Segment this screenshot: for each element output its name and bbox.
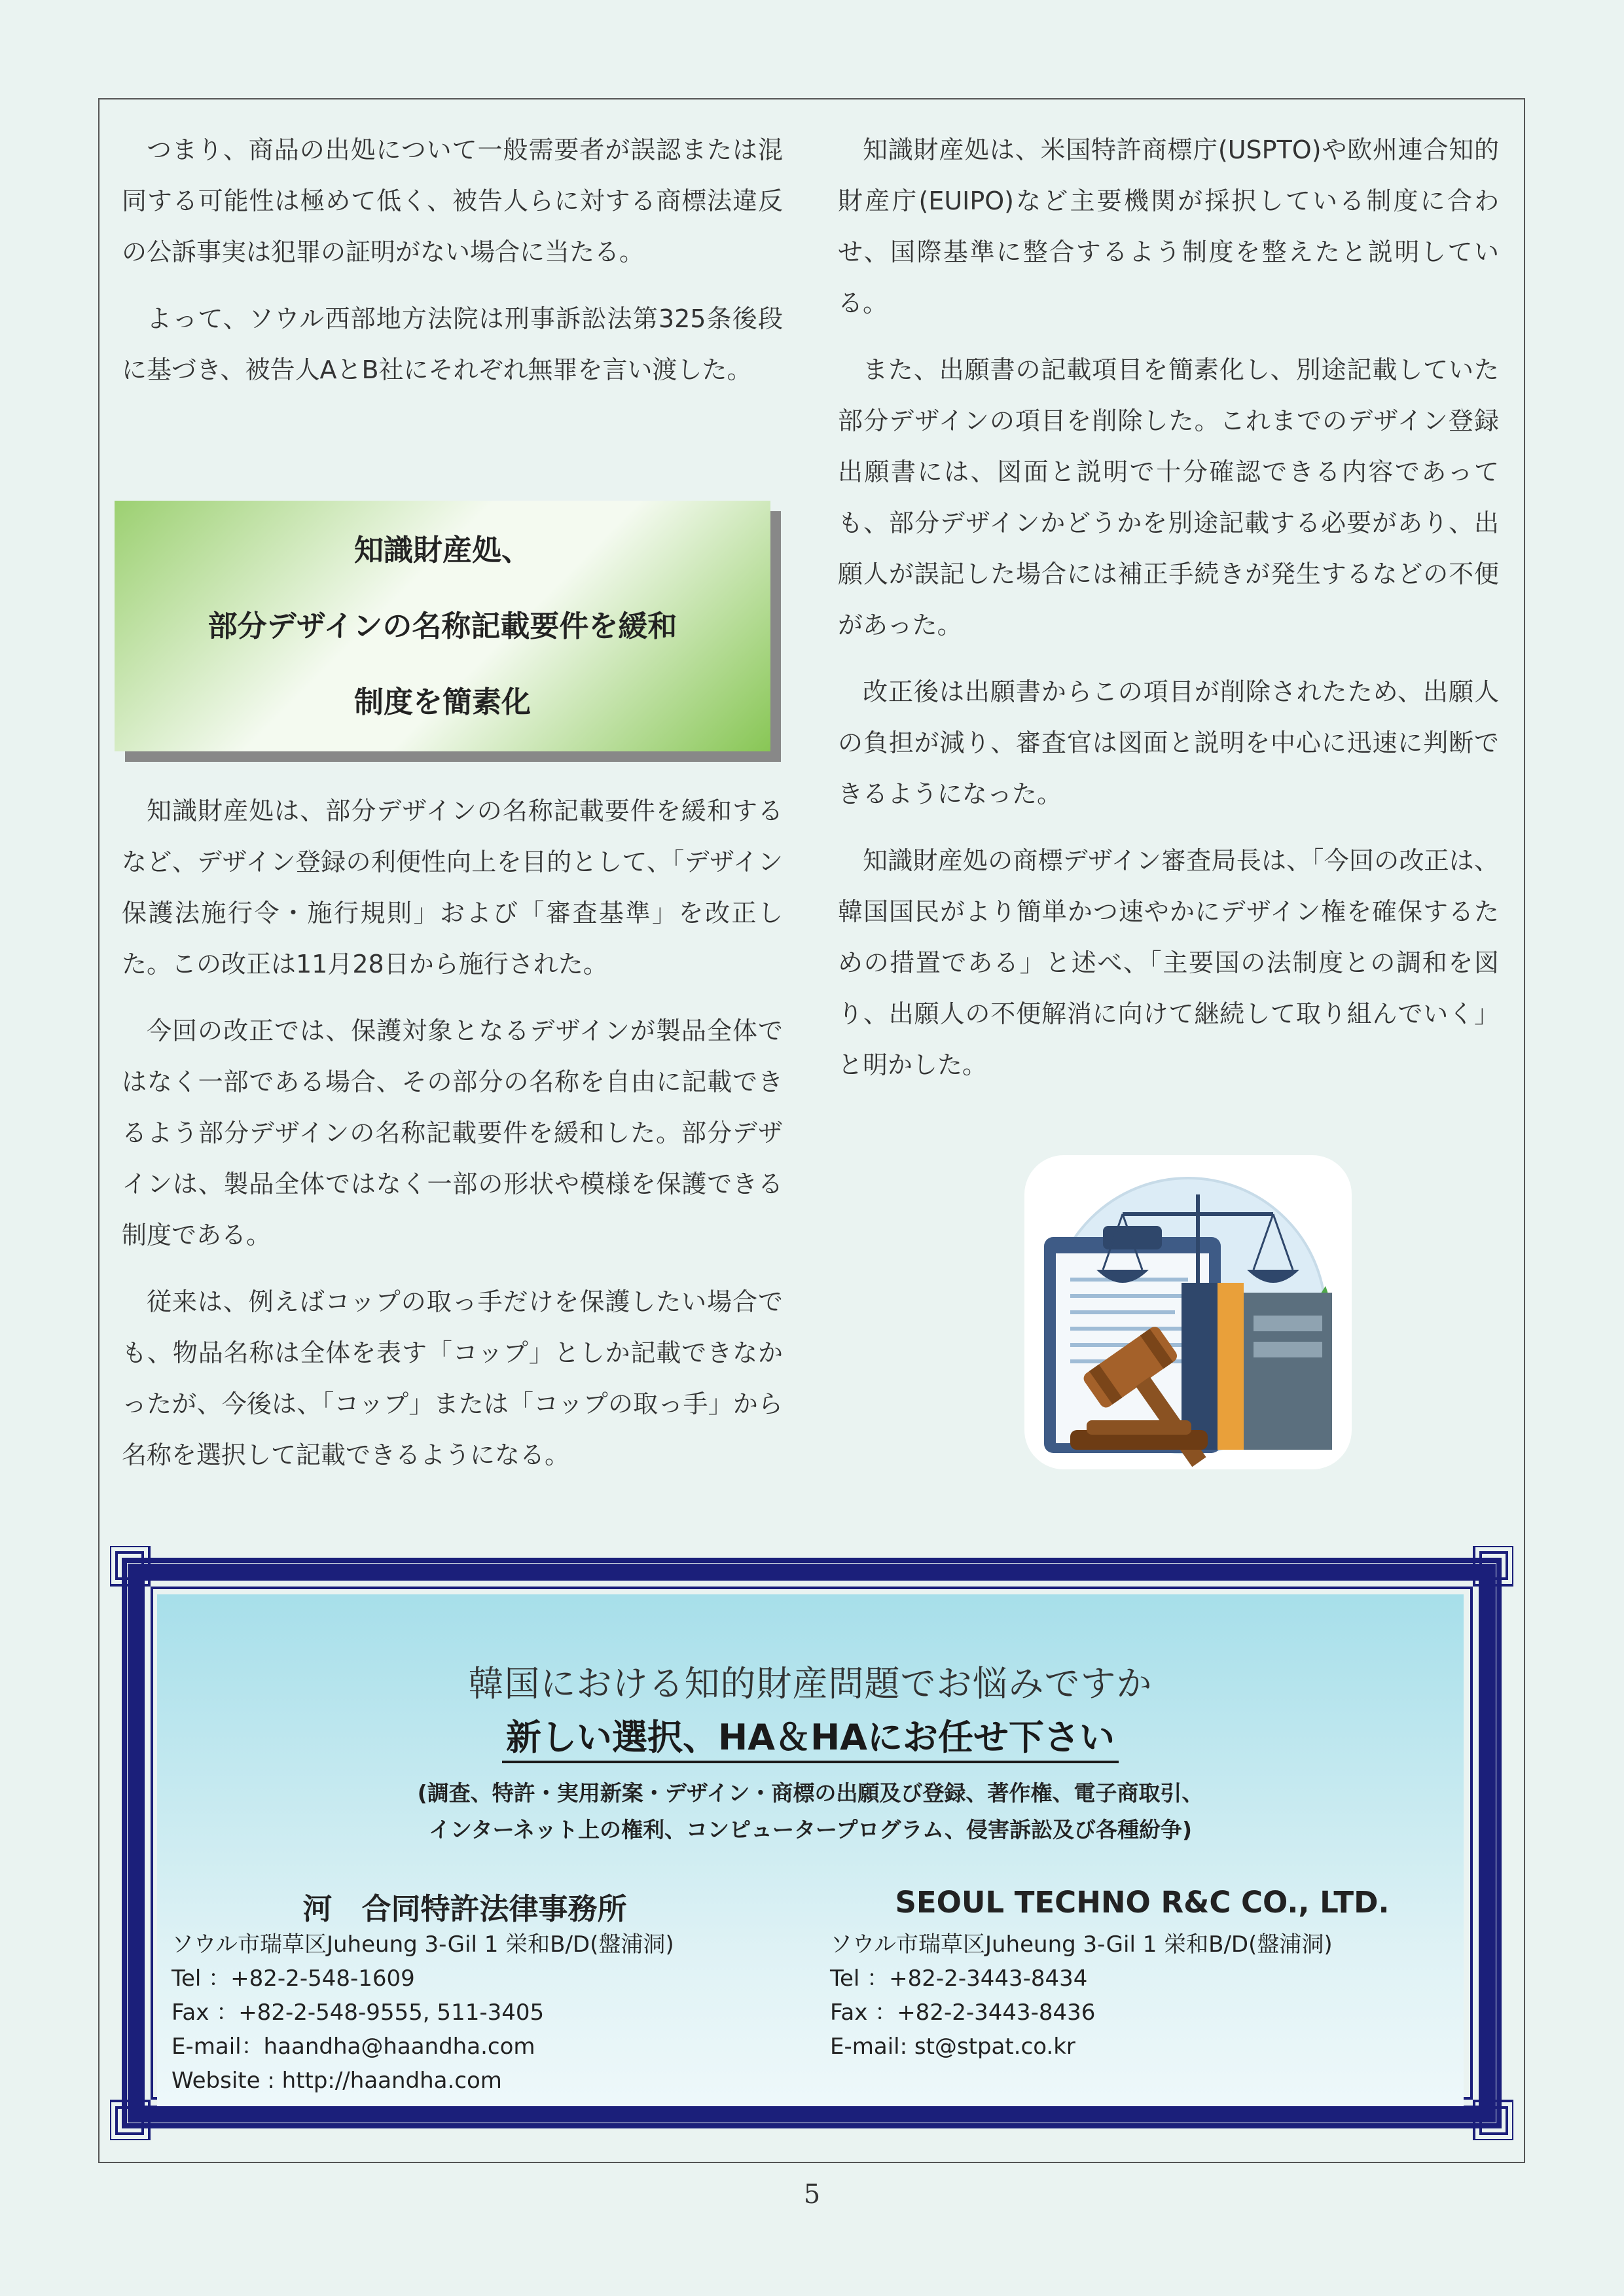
ad-title: 韓国における知的財産問題でお悩みですか xyxy=(468,1663,1153,1704)
firm-1-email: E-mail：haandha@haandha.com xyxy=(171,2034,535,2060)
ad-services xyxy=(157,1775,1464,1848)
headline-line-3: 制度を簡素化 xyxy=(353,684,531,719)
headline-line-2: 部分デザインの名称記載要件を緩和 xyxy=(208,608,677,643)
firm-1-tel: Tel ：+82-2-548-1609 xyxy=(171,1965,415,1992)
left-column-top xyxy=(122,124,783,411)
ad-services-line-2: インターネット上の権利、コンピュータープログラム、侵害訴訟及び各種紛争) xyxy=(428,1817,1193,1842)
firm-2-tel: Tel ：+82-2-3443-8434 xyxy=(830,1965,1088,1992)
paragraph: つまり、商品の出処について一般需要者が誤認または混同する可能性は極めて低く、被告人らに対する商標法違反の公訴事実は犯罪の証明がない場合に当たる。 xyxy=(122,135,783,266)
firm-2-contact xyxy=(830,1928,1452,2064)
firm-2-address: ソウル市瑞草区Juheung 3-Gil 1 栄和B/D(盤浦洞) xyxy=(830,1931,1333,1958)
ad-services-line-1: (調査、特許・実用新案・デザイン・商標の出願及び登録、著作権、電子商取引、 xyxy=(417,1780,1204,1806)
paragraph: よって、ソウル西部地方法院は刑事訴訟法第325条後段に基づき、被告人AとB社にそれぞれ無罪を言い渡した。 xyxy=(122,304,783,384)
paragraph: 知識財産処は、部分デザインの名称記載要件を緩和するなど、デザイン登録の利便性向上を目的として、「デザイン保護法施行令・施行規則」および「審査基準」を改正した。この改正は11月28日から施行された。 xyxy=(122,797,783,978)
firm-2-name: SEOUL TECHNO R&C CO., LTD. xyxy=(895,1885,1390,1920)
firm-2-fax: Fax ：+82-2-3443-8436 xyxy=(830,2000,1096,2026)
ad-slogan-text: 新しい選択、HA＆HAにお任せ下さい xyxy=(502,1717,1119,1763)
paragraph: 今回の改正では、保護対象となるデザインが製品全体ではなく一部である場合、その部分の名称を自由に記載できるよう部分デザインの名称記載要件を緩和した。部分デザインは、製品全体ではなく一部の形状や模様を保護できる制度である。 xyxy=(122,1016,783,1249)
firm-1-address: ソウル市瑞草区Juheung 3-Gil 1 栄和B/D(盤浦洞) xyxy=(171,1931,674,1958)
paragraph: 知識財産処は、米国特許商標庁(USPTO)や欧州連合知的財産庁(EUIPO)など主要機関が採択している制度に合わせ、国際基準に整合するよう制度を整えたと説明している。 xyxy=(838,135,1499,317)
firm-1-fax: Fax ：+82-2-548-9555, 511-3405 xyxy=(171,2000,545,2026)
left-column-article xyxy=(122,785,783,1496)
firm-2-email: E-mail: st@stpat.co.kr xyxy=(830,2034,1075,2060)
paragraph: 改正後は出願書からこの項目が削除されたため、出願人の負担が減り、審査官は図面と説明を中心に迅速に判断できるようになった。 xyxy=(838,677,1499,808)
firm-1-website: Website : http://haandha.com xyxy=(171,2068,502,2094)
ad-slogan xyxy=(157,1710,1464,1760)
headline-line-1: 知識財産処、 xyxy=(353,532,531,567)
article-headline-box xyxy=(115,501,770,751)
paragraph: 従来は、例えばコップの取っ手だけを保護したい場合でも、物品名称は全体を表す「コップ」としか記載できなかったが、今後は、「コップ」または「コップの取っ手」から名称を選択して記載できるようになる。 xyxy=(122,1287,783,1469)
firm-1-name: 河 合同特許法律事務所 xyxy=(302,1892,627,1926)
firm-1-contact xyxy=(171,1928,793,2098)
legal-documents-gavel-scales-icon xyxy=(1024,1155,1352,1469)
paragraph: 知識財産処の商標デザイン審査局長は、「今回の改正は、韓国国民がより簡単かつ速やかにデザイン権を確保するための措置である」と述べ、「主要国の法制度との調和を図り、出願人の不便解消に向けて継続して取り組んでいく」と明かした。 xyxy=(838,846,1499,1079)
page-number: 5 xyxy=(803,2179,821,2210)
paragraph: また、出願書の記載項目を簡素化し、別途記載していた部分デザインの項目を削除した。これまでのデザイン登録出願書には、図面と説明で十分確認できる内容であっても、部分デザインかどうかを別途記載する必要があり、出願人が誤記した場合には補正手続きが発生するなどの不便があった。 xyxy=(838,355,1499,639)
right-column-article xyxy=(838,124,1499,1106)
